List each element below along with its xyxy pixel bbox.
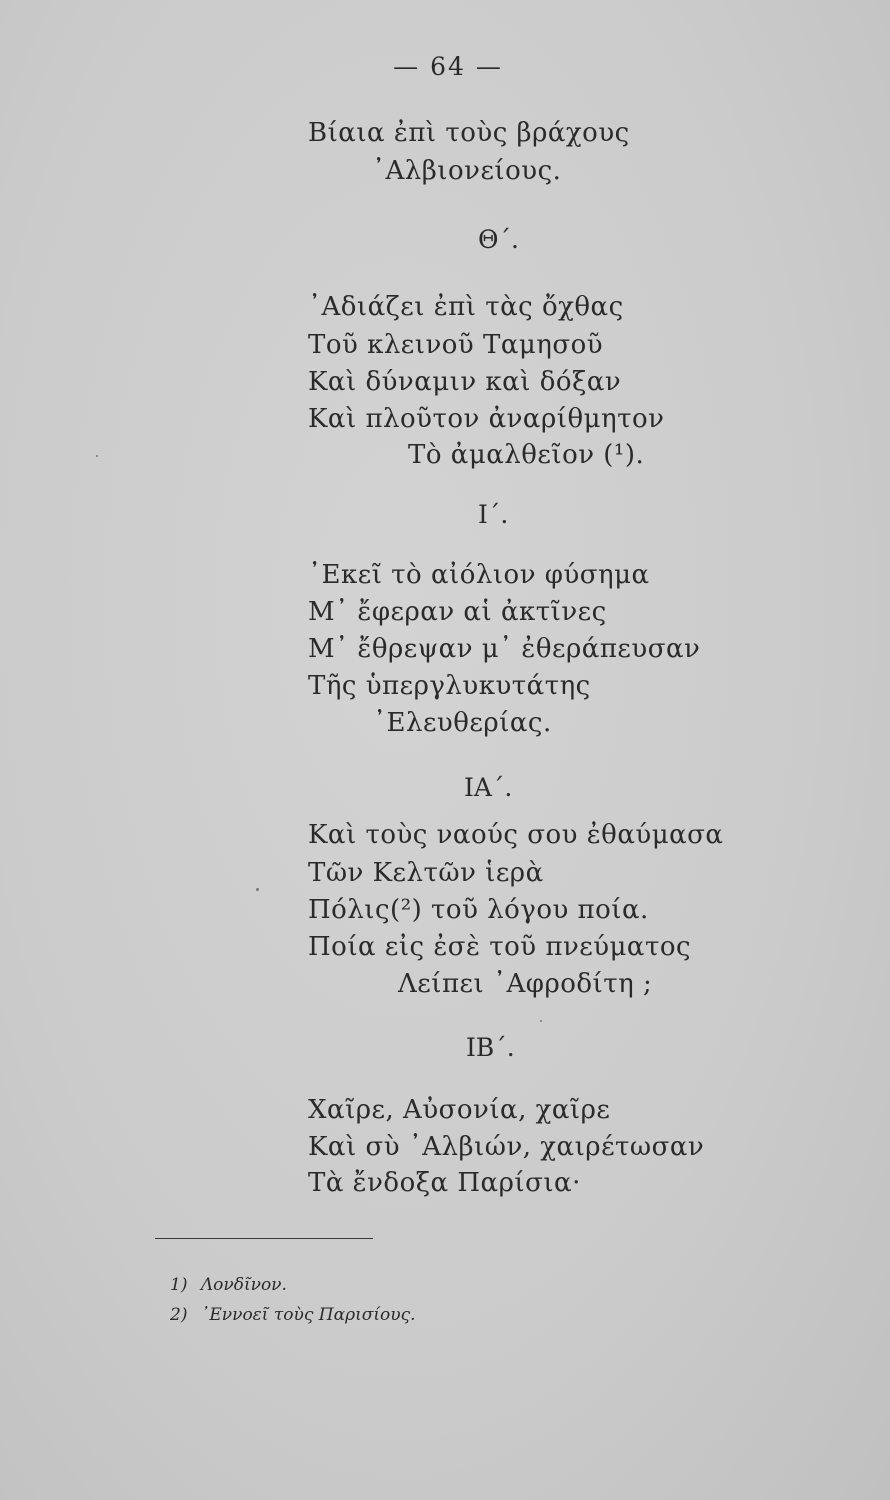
poem-line: Πόλις(²) τοῦ λόγου ποία. xyxy=(308,895,649,925)
scan-speck xyxy=(256,888,259,891)
poem-line: Τῶν Κελτῶν ἱερὰ xyxy=(308,858,544,888)
poem-line: Καὶ πλοῦτον ἀναρίθμητον xyxy=(308,404,665,434)
poem-line: Χαῖρε, Αὐσονία, χαῖρε xyxy=(308,1095,611,1125)
poem-line: Τὸ ἀμαλθεῖον (¹). xyxy=(408,440,645,470)
poem-line: Μ᾿ ἔθρεψαν μ᾿ ἐθεράπευσαν xyxy=(308,634,701,664)
scan-speck xyxy=(96,455,98,457)
poem-line: Τὰ ἔνδοξα Παρίσια· xyxy=(308,1168,581,1198)
poem-line: Καὶ δύναμιν καὶ δόξαν xyxy=(308,367,622,397)
poem-line: Λείπει ᾿Αφροδίτη ; xyxy=(398,969,653,999)
poem-line: Καὶ τοὺς ναούς σου ἐθαύμασα xyxy=(308,820,724,850)
poem-line: Τοῦ κλεινοῦ Ταμησοῦ xyxy=(308,330,604,360)
section-heading: ΙΑ΄. xyxy=(464,773,513,802)
poem-line: Τῆς ὑπεργλυκυτάτης xyxy=(308,671,591,701)
footnote-marker: 2) xyxy=(170,1305,188,1325)
poem-line: ᾿Αδιάζει ἐπὶ τὰς ὄχθας xyxy=(308,292,624,322)
scan-speck xyxy=(540,1020,542,1022)
footnote-marker: 1) xyxy=(170,1275,188,1295)
section-heading: Θ΄. xyxy=(478,225,519,254)
footnote xyxy=(170,1305,416,1325)
poem-line: ᾿Ελευθερίας. xyxy=(373,708,552,738)
page-number: — 64 — xyxy=(393,52,503,81)
section-heading: Ι΄. xyxy=(478,500,509,529)
poem-line: Καὶ σὺ ᾿Αλβιών, χαιρέτωσαν xyxy=(308,1132,705,1162)
poem-line: ᾿Αλβιονείους. xyxy=(372,156,562,186)
section-heading: ΙΒ΄. xyxy=(466,1033,515,1062)
poem-line: ᾿Εκεῖ τὸ αἰόλιον φύσημα xyxy=(308,560,650,590)
poem-line: Μ᾿ ἔφεραν αἱ ἀκτῖνες xyxy=(308,597,607,627)
poem-line: Βίαια ἐπὶ τοὺς βράχους xyxy=(308,118,630,148)
footnote-text: ᾿Εννοεῖ τοὺς Παρισίους. xyxy=(200,1305,416,1325)
footnote-text: Λονδῖνον. xyxy=(200,1275,287,1295)
footnote-divider xyxy=(155,1238,373,1239)
poem-line: Ποία εἰς ἐσὲ τοῦ πνεύματος xyxy=(308,932,692,962)
footnote xyxy=(170,1275,287,1295)
